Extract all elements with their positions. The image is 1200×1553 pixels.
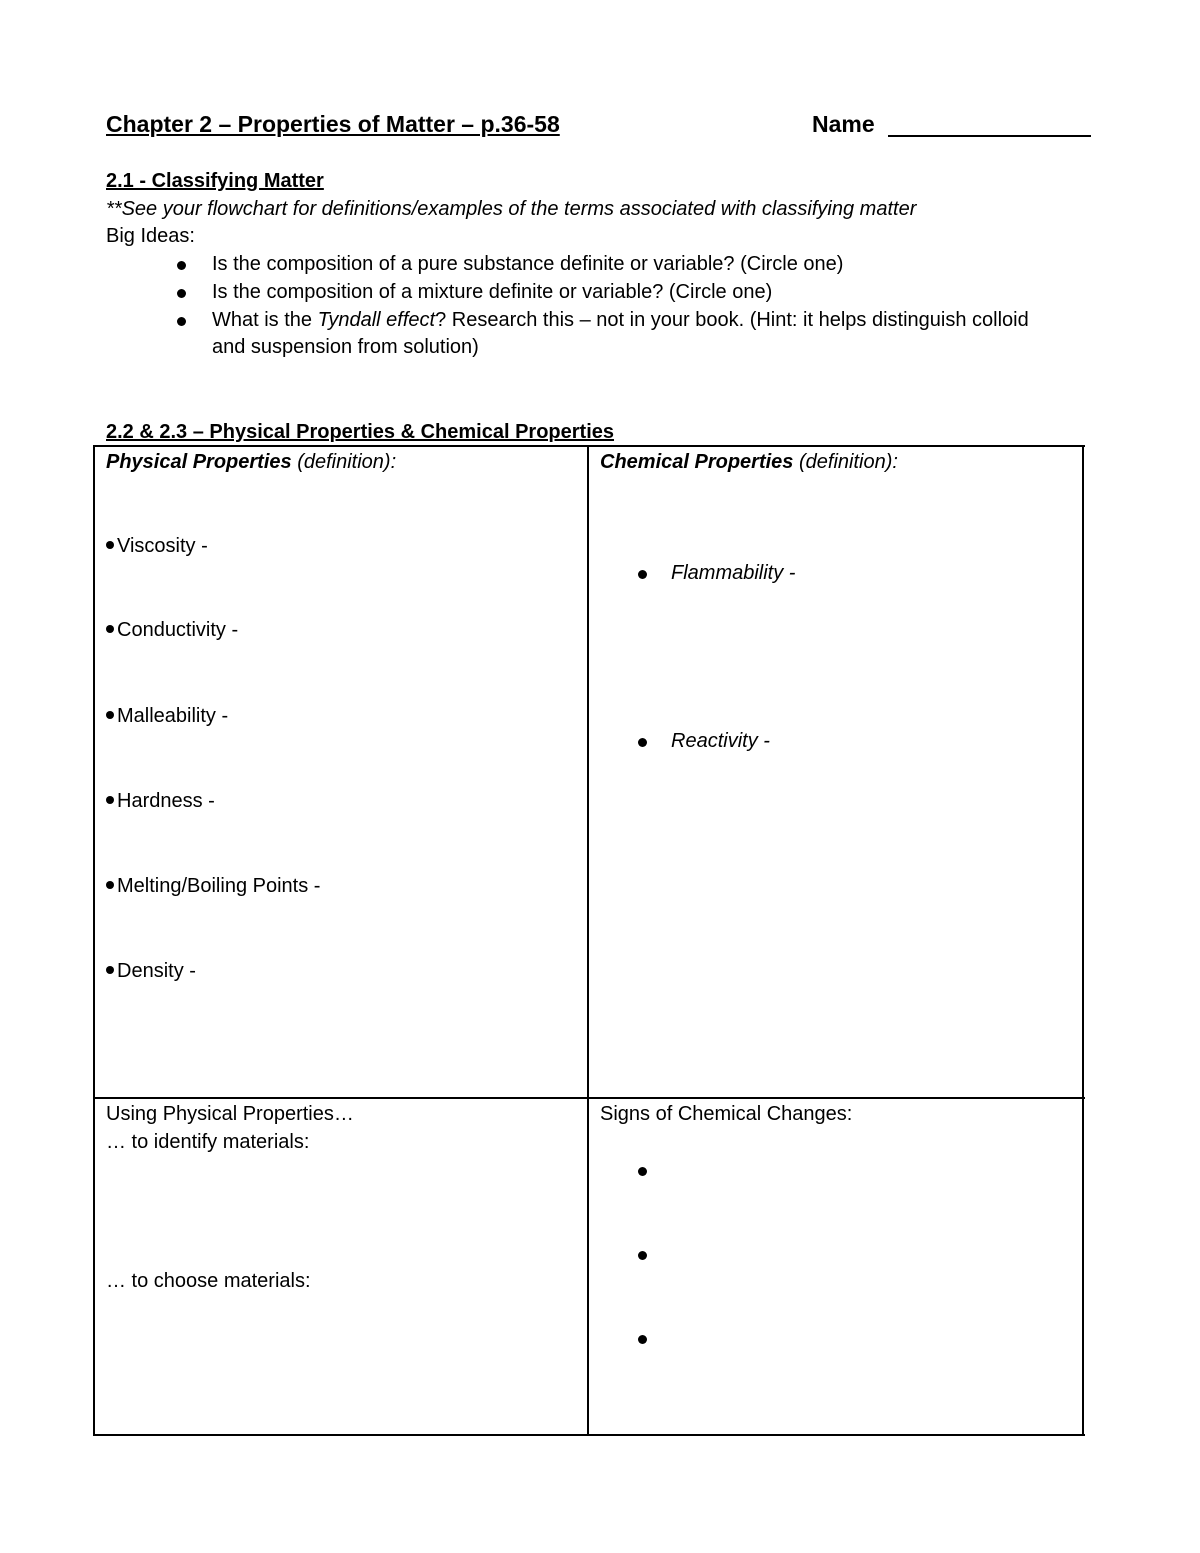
bullet-icon xyxy=(106,711,114,719)
physical-properties-label: Physical Properties xyxy=(106,451,292,473)
big-idea-tyndall xyxy=(212,309,1029,332)
big-ideas-label: Big Ideas: xyxy=(106,225,195,247)
signs-chemical-changes-label: Signs of Chemical Changes: xyxy=(600,1103,853,1125)
property-item xyxy=(106,875,320,898)
chemical-properties-label: Chemical Properties xyxy=(600,451,794,473)
property-item xyxy=(106,535,208,558)
property-item xyxy=(106,790,215,813)
physical-properties-def: (definition): xyxy=(291,451,397,473)
bullet-icon xyxy=(106,966,114,974)
table-right-border xyxy=(1082,445,1084,1436)
section-heading-classifying-matter: 2.1 - Classifying Matter xyxy=(106,170,324,192)
bullet-icon xyxy=(638,1167,647,1176)
bullet-icon xyxy=(106,541,114,549)
property-melting-boiling: Melting/Boiling Points - xyxy=(117,875,321,897)
property-item xyxy=(106,960,196,983)
tyndall-suffix: ? Research this – not in your book. (Hint: it helps distinguish colloid xyxy=(435,309,1029,331)
tyndall-prefix: What is the xyxy=(212,309,318,331)
page-title: Chapter 2 – Properties of Matter – p.36-58 xyxy=(106,111,560,137)
bullet-icon xyxy=(177,261,186,270)
bullet-icon xyxy=(106,625,114,633)
big-idea-mixture: Is the composition of a mixture definite or variable? (Circle one) xyxy=(212,281,773,303)
using-physical-properties-label: Using Physical Properties… xyxy=(106,1103,354,1125)
bullet-icon xyxy=(638,1251,647,1260)
bullet-icon xyxy=(638,738,647,747)
property-item xyxy=(106,705,228,728)
chemical-properties-heading xyxy=(600,451,898,474)
property-flammability: Flammability - xyxy=(671,562,796,584)
tyndall-term: Tyndall effect xyxy=(317,309,436,331)
table-top-border xyxy=(93,445,1085,447)
bullet-icon xyxy=(106,881,114,889)
table-middle-border xyxy=(93,1097,1085,1099)
property-conductivity: Conductivity - xyxy=(117,619,239,641)
bullet-icon xyxy=(638,1335,647,1344)
chemical-properties-def: (definition): xyxy=(793,451,898,473)
bullet-icon xyxy=(638,570,647,579)
name-blank[interactable] xyxy=(888,135,1091,137)
property-malleability: Malleability - xyxy=(117,705,229,727)
section-heading-properties: 2.2 & 2.3 – Physical Properties & Chemical Properties xyxy=(106,421,615,443)
physical-properties-heading xyxy=(106,451,396,474)
bullet-icon xyxy=(177,317,186,326)
choose-materials-label: … to choose materials: xyxy=(106,1270,311,1292)
property-reactivity: Reactivity - xyxy=(671,730,770,752)
flowchart-note: **See your flowchart for definitions/examples of the terms associated with classifying matter xyxy=(106,198,917,220)
table-bottom-border xyxy=(93,1434,1085,1436)
name-label: Name xyxy=(812,111,875,137)
property-hardness: Hardness - xyxy=(117,790,215,812)
big-idea-pure-substance: Is the composition of a pure substance definite or variable? (Circle one) xyxy=(212,253,844,275)
bullet-icon xyxy=(177,289,186,298)
table-left-border xyxy=(93,445,95,1436)
property-viscosity: Viscosity - xyxy=(117,535,208,557)
property-item xyxy=(106,619,238,642)
table-center-border xyxy=(587,445,589,1436)
big-idea-tyndall-line2: and suspension from solution) xyxy=(212,336,479,358)
bullet-icon xyxy=(106,796,114,804)
property-density: Density - xyxy=(117,960,196,982)
identify-materials-label: … to identify materials: xyxy=(106,1131,310,1153)
